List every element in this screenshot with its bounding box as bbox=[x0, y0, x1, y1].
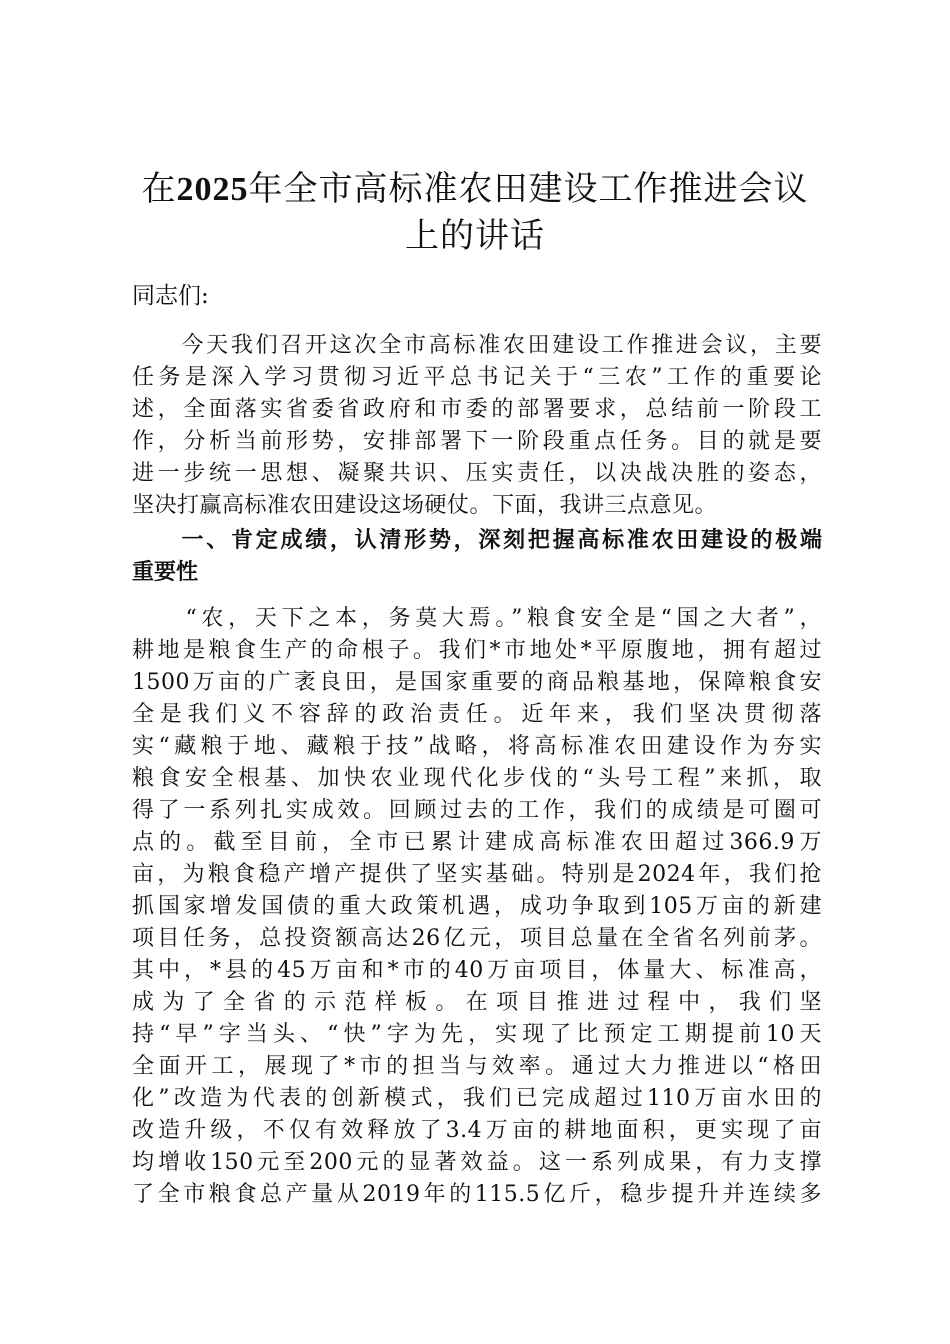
heading-line: 一、肯定成绩，认清形势，深刻把握高标准农田建设的极端 bbox=[132, 528, 822, 553]
document-title bbox=[120, 166, 830, 259]
paragraph-line: 全面开工，展现了*市的担当与效率。通过大力推进以“格田 bbox=[132, 1054, 822, 1079]
paragraph-line: 抓国家增发国债的重大政策机遇，成功争取到105万亩的新建 bbox=[132, 894, 822, 919]
title-prefix: 在 bbox=[141, 169, 177, 209]
paragraph-line: 持“早”字当头、“快”字为先，实现了比预定工期提前10天 bbox=[132, 1022, 822, 1047]
paragraph-line: 亩，为粮食稳产增产提供了坚实基础。特别是2024年，我们抢 bbox=[132, 862, 822, 887]
paragraph-line: 1500万亩的广袤良田，是国家重要的商品粮基地，保障粮食安 bbox=[132, 670, 822, 695]
title-year: 2025 bbox=[176, 171, 249, 208]
title-line-2: 上的讲话 bbox=[405, 216, 545, 256]
paragraph-line: 作，分析当前形势，安排部署下一阶段重点任务。目的就是要 bbox=[132, 429, 822, 454]
paragraph-line: 进一步统一思想、凝聚共识、压实责任，以决战决胜的姿态， bbox=[132, 461, 822, 486]
title-line-1 bbox=[120, 166, 830, 213]
paragraph-line: 实“藏粮于地、藏粮于技”战略，将高标准农田建设作为夯实 bbox=[132, 734, 822, 759]
paragraph-line: 化”改造为代表的创新模式，我们已完成超过110万亩水田的 bbox=[132, 1086, 822, 1111]
salutation: 同志们: bbox=[132, 283, 209, 309]
paragraph-line: 成为了全省的示范样板。在项目推进过程中，我们坚 bbox=[132, 990, 822, 1015]
paragraph-line: 了全市粮食总产量从2019年的115.5亿斤，稳步提升并连续多 bbox=[132, 1182, 822, 1207]
paragraph-line: 粮食安全根基、加快农业现代化步伐的“头号工程”来抓，取 bbox=[132, 766, 822, 791]
paragraph-line: 耕地是粮食生产的命根子。我们*市地处*平原腹地，拥有超过 bbox=[132, 638, 822, 663]
paragraph-line: 述，全面落实省委省政府和市委的部署要求，总结前一阶段工 bbox=[132, 397, 822, 422]
paragraph-line: 点的。截至目前，全市已累计建成高标准农田超过366.9万 bbox=[132, 830, 822, 855]
title-rest: 年全市高标准农田建设工作推进会议 bbox=[248, 169, 809, 209]
paragraph-line: 项目任务，总投资额高达26亿元，项目总量在全省名列前茅。 bbox=[132, 926, 822, 951]
paragraph-line: 全是我们义不容辞的政治责任。近年来，我们坚决贯彻落 bbox=[132, 702, 822, 727]
paragraph-line: 得了一系列扎实成效。回顾过去的工作，我们的成绩是可圈可 bbox=[132, 798, 822, 823]
section-paragraph bbox=[132, 603, 822, 1211]
section-heading bbox=[132, 525, 822, 589]
paragraph-line: 均增收150元至200元的显著效益。这一系列成果，有力支撑 bbox=[132, 1150, 822, 1175]
paragraph-line: 任务是深入学习贯彻习近平总书记关于“三农”工作的重要论 bbox=[132, 365, 822, 390]
paragraph-line: 改造升级，不仅有效释放了3.4万亩的耕地面积，更实现了亩 bbox=[132, 1118, 822, 1143]
heading-line: 重要性 bbox=[132, 560, 199, 585]
paragraph-line: “农，天下之本，务莫大焉。”粮食安全是“国之大者”， bbox=[132, 606, 822, 631]
paragraph-line: 其中，*县的45万亩和*市的40万亩项目，体量大、标准高， bbox=[132, 958, 822, 983]
paragraph-line: 坚决打赢高标准农田建设这场硬仗。下面，我讲三点意见。 bbox=[132, 493, 718, 518]
paragraph-line: 今天我们召开这次全市高标准农田建设工作推进会议，主要 bbox=[132, 333, 822, 358]
intro-paragraph bbox=[132, 330, 822, 522]
